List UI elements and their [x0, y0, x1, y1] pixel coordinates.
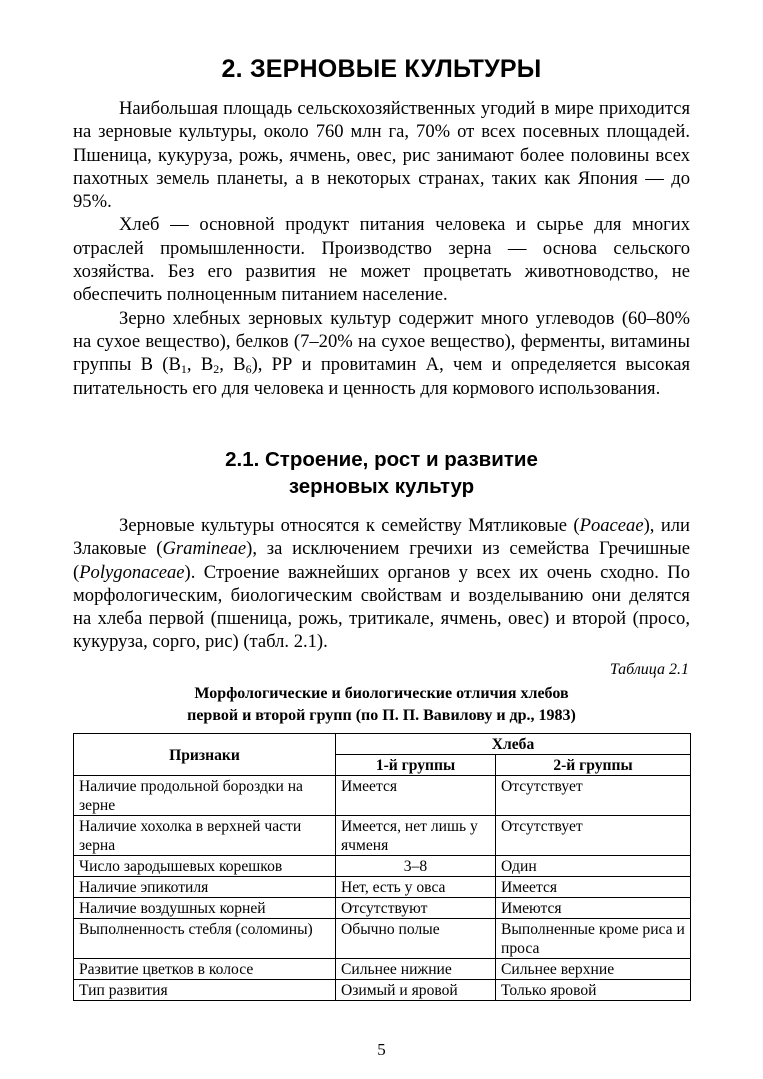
p3-subscript-2: 2	[213, 362, 220, 377]
cell-trait: Наличие хохолка в верхней части зерна	[74, 816, 336, 856]
cell-group-2: Имеется	[496, 877, 691, 898]
table-row	[74, 856, 691, 877]
table-row	[74, 959, 691, 980]
cell-group-1: 3–8	[336, 856, 496, 877]
p3-subscript-1: 1	[180, 362, 187, 377]
table-caption-line-1: Морфологические и биологические отличия хлебов	[194, 685, 569, 702]
table-row	[74, 980, 691, 1001]
latin-name-gramineae: Gramineae	[162, 538, 247, 560]
table-caption	[0, 683, 763, 727]
p3-text-end: ), РР и провитамин А, чем и определяется высокая питательность его для человека и ценность для кормового использования.	[73, 354, 691, 399]
cell-group-2: Имеются	[496, 898, 691, 919]
page-number: 5	[377, 1040, 386, 1059]
cell-group-1: Озимый и яровой	[336, 980, 496, 1001]
cell-trait: Развитие цветков в колосе	[74, 959, 336, 980]
table-row	[74, 877, 691, 898]
section-title-line-1: 2.1. Строение, рост и развитие	[225, 448, 538, 471]
intro-paragraph-3	[73, 307, 690, 400]
cell-group-1: Имеется	[336, 776, 496, 816]
p3-separator-2: , В	[219, 354, 246, 376]
cell-group-1: Нет, есть у овса	[336, 877, 496, 898]
cell-group-2: Только яровой	[496, 980, 691, 1001]
cell-group-2: Сильнее верхние	[496, 959, 691, 980]
cell-trait: Наличие воздушных корней	[74, 898, 336, 919]
intro-paragraph-1: Наибольшая площадь сельскохозяйственных угодий в мире приходится на зерновые культуры, около 760 млн га, 70% от всех посевных площадей. Пшеница, кукуруза, рожь, ячмень, овес, рис занимают более половины всех пахотных земель планеты, а в некоторых странах, таких как Япония — до 95%.	[73, 98, 690, 213]
header-breads: Хлеба	[336, 734, 691, 755]
section-text-part-a: Зерновые культуры относятся к семейству Мятликовые (	[119, 515, 580, 536]
table-row	[74, 816, 691, 856]
section-title-line-2: зерновых культур	[288, 475, 475, 498]
header-group-2: 2-й группы	[496, 755, 691, 776]
section-text-part-c: ), за исключением гречихи из семейства Гречишные (	[73, 538, 690, 583]
chapter-title: 2. ЗЕРНОВЫЕ КУЛЬТУРЫ	[221, 55, 542, 83]
cell-group-1: Имеется, нет лишь у ячменя	[336, 816, 496, 856]
intro-paragraph-2: Хлеб — основной продукт питания человека и сырье для многих отраслей промышленности. Производство зерна — основа сельского хозяйства. Без его развития не может процветать животноводство, не обеспечить полноценным питанием население.	[73, 214, 690, 306]
table-label: Таблица 2.1	[609, 661, 689, 678]
table-row	[74, 919, 691, 959]
cell-group-2: Выполненные кроме риса и проса	[496, 919, 691, 959]
cell-trait: Наличие продольной бороздки на зерне	[74, 776, 336, 816]
header-traits: Признаки	[74, 734, 336, 776]
cell-trait: Тип развития	[74, 980, 336, 1001]
section-text-part-b: ), или Злаковые (	[73, 515, 690, 560]
table-caption-line-2: первой и второй групп (по П. П. Вавилову и др., 1983)	[187, 707, 576, 724]
section-text	[73, 514, 690, 654]
cell-group-1: Отсутствуют	[336, 898, 496, 919]
cell-trait: Число зародышевых корешков	[74, 856, 336, 877]
section-text-part-d: ). Строение важнейших органов у всех их очень сходно. По морфологическим, биологическим свойствам и возделыванию они делятся на хлеба первой (пшеница, рожь, тритикале, ячмень, овес) и второй (просо, кукуруза, сорго, рис) (табл. 2.1).	[73, 561, 690, 653]
table-header-row-1	[74, 734, 691, 755]
cell-group-1: Обычно полые	[336, 919, 496, 959]
cell-group-2: Один	[496, 856, 691, 877]
section-title	[0, 446, 763, 500]
p3-subscript-3: 6	[245, 362, 252, 377]
cell-trait: Выполненность стебля (соломины)	[74, 919, 336, 959]
table-row	[74, 898, 691, 919]
cell-group-2: Отсутствует	[496, 776, 691, 816]
header-group-1: 1-й группы	[336, 755, 496, 776]
cell-group-1: Сильнее нижние	[336, 959, 496, 980]
table-row	[74, 776, 691, 816]
p3-separator-1: , В	[186, 354, 214, 376]
p3-text-start: Зерно хлебных зерновых культур содержит много углеводов (60–80% на сухое вещество), белков (7–20% на сухое вещество), ферменты, витамины группы В (В	[73, 307, 690, 376]
section-paragraph-1	[73, 514, 690, 654]
cell-trait: Наличие эпикотиля	[74, 877, 336, 898]
latin-name-polygonaceae: Polygonaceae	[79, 561, 185, 583]
latin-name-poaceae: Poaceae	[579, 515, 644, 536]
intro-text	[73, 97, 690, 400]
cell-group-2: Отсутствует	[496, 816, 691, 856]
traits-table	[73, 733, 691, 1001]
